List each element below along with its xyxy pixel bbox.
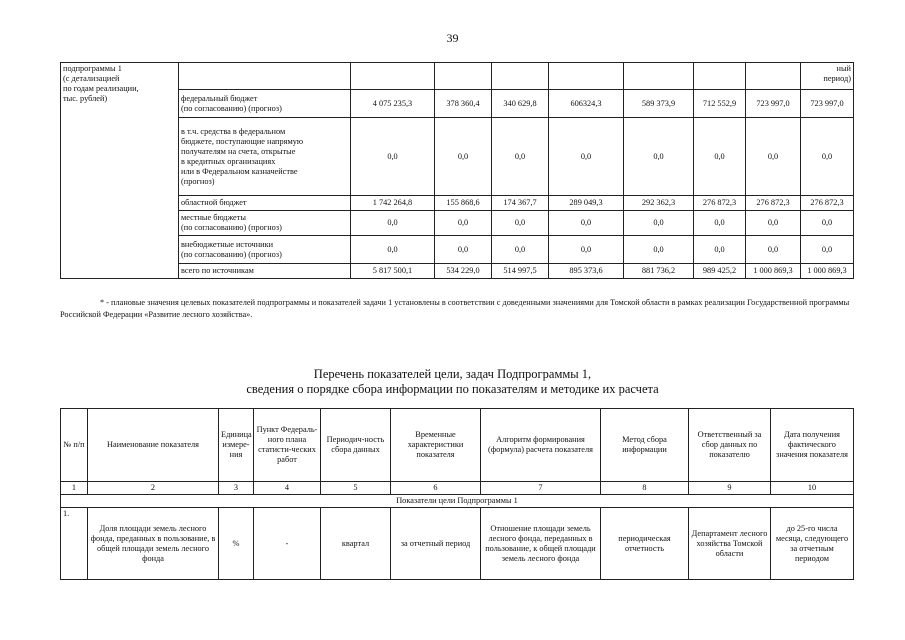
table-row: внебюджетные источники (по согласованию) (прогноз) 0,0 0,0 0,0 0,0 0,0 0,0 0,0 0,0 [61,236,854,264]
indicator-table [60,408,854,580]
table-row: местные бюджеты (по согласованию) (прогноз) 0,0 0,0 0,0 0,0 0,0 0,0 0,0 0,0 [61,211,854,236]
table-row: 1. Доля площади земель лесного фонда, преданных в пользование, в общей площади земель лесного фонда % - квартал за отчетный период Отношение площади земель лесного фонда, переданных в пользование, к общей площади земель лесного фонда периодическая отчетность Департамент лесного хозяйства Томской области до 25-го числа месяца, следующего за отчетным периодом [61,508,854,580]
section-title: Перечень показателей цели, задач Подпрограммы 1, сведения о порядке сбора информации по показателям и методике их расчета [246,367,659,396]
finance-label-cell: подпрограммы 1 (с детализацией по годам реализации, тыс. рублей) [61,63,179,279]
header-continuation: ный период) [801,63,854,90]
table-row: всего по источникам 5 817 500,1 534 229,0 514 997,5 895 373,6 881 736,2 989 425,2 1 000 869,3 1 000 869,3 [61,264,854,279]
table-row: в т.ч. средства в федеральном бюджете, поступающие напрямую получателям на счета, открытые в кредитных организациях или в Федеральном казначействе (прогноз) 0,0 0,0 0,0 0,0 0,0 0,0 0,0 0,0 [61,118,854,196]
footnote: * - плановые значения целевых показателей подпрограммы и показателей задачи 1 установлены в соответствии с доведенными значениями для Томской области в рамках реализации Государственной программы Российской Федерации «Развитие лесного хозяйства». [60,298,850,319]
table-row: федеральный бюджет (по согласованию) (прогноз) 4 075 235,3 378 360,4 340 629,8 606324,3 589 373,9 712 552,9 723 997,0 723 997,0 [61,90,854,118]
section-row: Показатели цели Подпрограммы 1 [61,495,854,508]
table-row: областной бюджет 1 742 264,8 155 868,6 174 367,7 289 049,3 292 362,3 276 872,3 276 872,3 276 872,3 [61,196,854,211]
finance-table [60,62,854,279]
column-number-row: 1 2 3 4 5 6 7 8 9 10 [61,482,854,495]
page-number: 39 [446,31,459,45]
header-row: № п/п Наименование показателя Единица измере-ния Пункт Федераль-ного плана статисти-ческих работ Периодич-ность сбора данных Временные характеристики показателя Алгоритм формирования (формула) расчета показателя Метод сбора информации Ответственный за сбор данных по показателю Дата получения фактического значения показателя [61,409,854,482]
